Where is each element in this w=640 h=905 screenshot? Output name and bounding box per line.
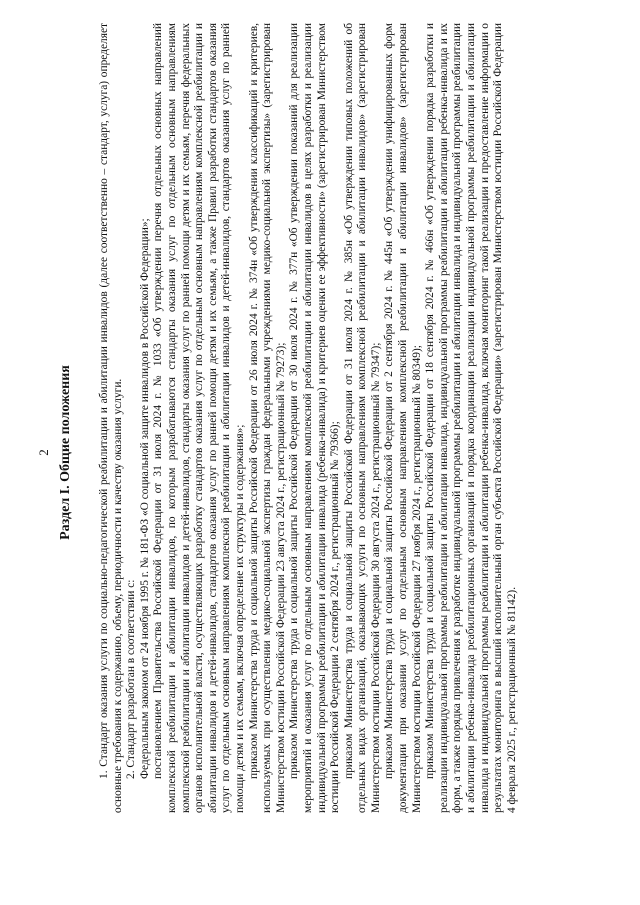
paragraph-order-445n: приказом Министерства труда и социальной защиты Российской Федерации от 2 сентября 2024 г. № 445н «Об утверждении унифицированных форм документации при оказании услуг по отдельным основным направлениям комплексной реабилитации и абилитации инвалидов» (зарегистрирован Министерством юстиции Российской Федерации 27 ноября 2024 г., регистрационный № 80349); — [383, 23, 423, 813]
document-body — [98, 23, 519, 813]
page-number: 2 — [36, 449, 51, 456]
paragraph-order-385n: приказом Министерства труда и социальной защиты Российской Федерации от 31 июля 2024 г. № 385н «Об утверждении типовых положений об отдельных видах организаций, оказывающих услуги по основным направлениям комплексной реабилитации и абилитации инвалидов» (зарегистрирован Министерством юстиции Российской Федерации 30 августа 2024 г., регистрационный № 79347); — [342, 23, 382, 813]
paragraph-order-377n: приказом Министерства труда и социальной защиты Российской Федерации от 30 июля 2024 г. № 377н «Об утверждении показаний для реализации мероприятий и оказания услуг по отдельным основным направлениям комплексной реабилитации и абилитации инвалидов в целях разработки и реализации индивидуальной программы реабилитации и абилитации инвалида (ребенка-инвалида) и критериев оценки ее эффективности» (зарегистрирован Министерством юстиции Российской Федерации 2 сентября 2024 г., регистрационный № 79366); — [288, 23, 342, 813]
section-title: Раздел I. Общие положения — [58, 365, 73, 540]
paragraph-government-decree: постановлением Правительства Российской Федерации от 31 июля 2024 г. № 1033 «Об утверждении перечня отдельных основных направлений комплексной реабилитации и абилитации инвалидов, по которым разрабатываются стандарты оказания услуг по отдельным основным направлениям комплексной реабилитации и абилитации инвалидов и детей-инвалидов, стандарты оказания услуг по ранней помощи детям и их семьям, перечня федеральных органов исполнительной власти, осуществляющих разработку стандартов оказания услуг по отдельным основным направлениям комплексной реабилитации и абилитации инвалидов и детей-инвалидов, стандартов оказания услуг по ранней помощи детям и их семьям, а также Правил разработки стандартов оказания услуг по отдельным основным направлениям комплексной реабилитации и абилитации инвалидов и детей-инвалидов, стандартов оказания услуг по ранней помощи детям и их семьям, включая определение их структуры и содержания»; — [152, 23, 246, 813]
paragraph-1: 1. Стандарт оказания услуги по социально-педагогической реабилитации и абилитации инвалидов (далее соответственно – стандарт, услуга) определяет основные требования к содержанию, объему, периодичности и качеству оказания услуги. — [98, 23, 124, 813]
paragraph-federal-law: Федеральным законом от 24 ноября 1995 г. № 181-ФЗ «О социальной защите инвалидов в Российской Федерации»; — [138, 218, 151, 779]
paragraph-order-466n: приказом Министерства труда и социальной защиты Российской Федерации от 18 сентября 2024 г. № 466н «Об утверждении порядка разработки и реализации индивидуальной программы реабилитации и абилитации инвалида, индивидуальной программы реабилитации и абилитации ребенка-инвалида и их форм, а также порядка привлечения к разработке индивидуальной программы реабилитации и абилитации инвалида и индивидуальной программы реабилитации и абилитации ребенка-инвалида реабилитационных организаций и порядка координации реализации индивидуальной программы реабилитации и абилитации инвалида и индивидуальной программы реабилитации и абилитации ребенка-инвалида, включая мониторинг такой реализации и предоставление информации о результатах мониторинга в высший исполнительный орган субъекта Российской Федерации» (зарегистрирован Министерством юстиции Российской Федерации 4 февраля 2025 г., регистрационный № 81142). — [424, 23, 518, 813]
paragraph-2: 2. Стандарт разработан в соответствии с: — [125, 579, 138, 779]
paragraph-order-374n: приказом Министерства труда и социальной защиты Российской Федерации от 26 июля 2024 г. № 374н «Об утверждении классификаций и критериев, используемых при осуществлении медико-социальной экспертизы граждан федеральными учреждениями медико-социальной экспертизы» (зарегистрирован Министерством юстиции Российской Федерации 23 августа 2024 г., регистрационный № 79273); — [247, 23, 287, 813]
